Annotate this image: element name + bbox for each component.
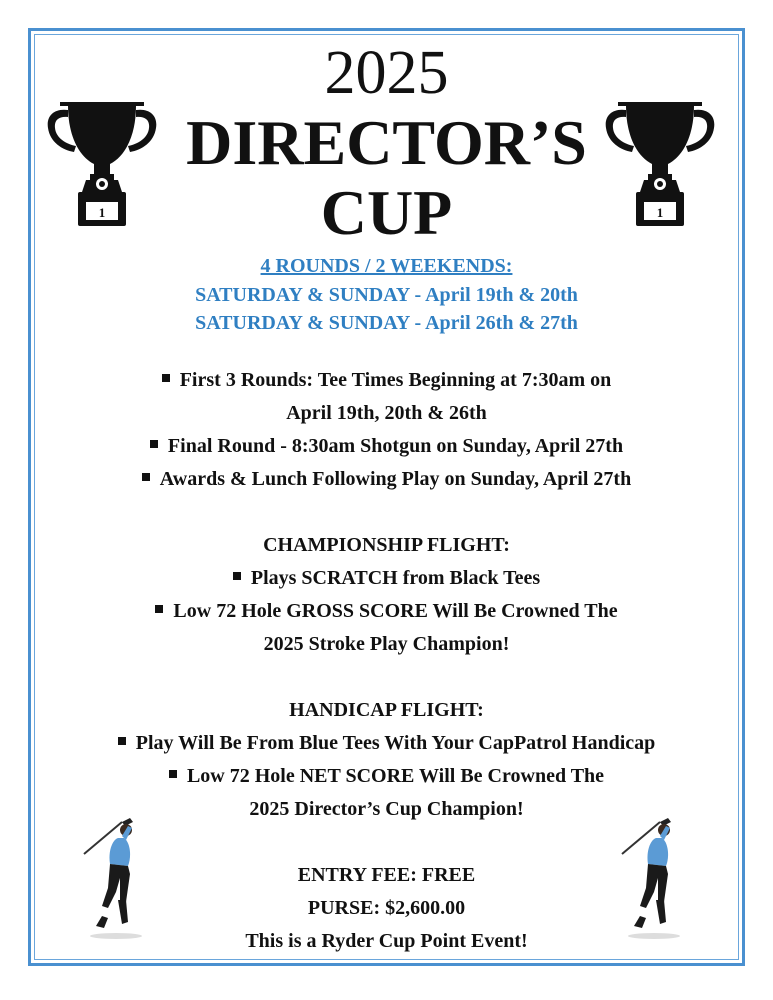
- golfer-icon-left: [78, 812, 158, 944]
- detail-item-1-cont: April 19th, 20th & 26th: [286, 402, 487, 424]
- ryder-cup-note: This is a Ryder Cup Point Event!: [245, 930, 528, 952]
- title-year: 2025: [324, 39, 449, 107]
- schedule-heading: 4 ROUNDS / 2 WEEKENDS:: [260, 255, 513, 277]
- trophy-icon-right: [604, 92, 716, 230]
- bullet-icon: [233, 572, 241, 580]
- bullet-icon: [142, 473, 150, 481]
- bullet-icon: [162, 374, 170, 382]
- entry-fee: ENTRY FEE: FREE: [297, 864, 476, 886]
- trophy-icon-left: [46, 92, 158, 230]
- detail-item-2: Final Round - 8:30am Shotgun on Sunday, April 27th: [0, 430, 773, 463]
- detail-item-3: Awards & Lunch Following Play on Sunday, April 27th: [0, 463, 773, 496]
- handicap-item-1: Play Will Be From Blue Tees With Your CapPatrol Handicap: [0, 727, 773, 760]
- bullet-icon: [169, 770, 177, 778]
- schedule-weekend-1: SATURDAY & SUNDAY - April 19th & 20th: [195, 284, 578, 306]
- purse: PURSE: $2,600.00: [307, 897, 466, 919]
- title-line1: DIRECTOR’S: [186, 107, 587, 178]
- handicap-item-2: Low 72 Hole NET SCORE Will Be Crowned The: [0, 760, 773, 793]
- bullet-icon: [150, 440, 158, 448]
- championship-item-2: Low 72 Hole GROSS SCORE Will Be Crowned The: [0, 595, 773, 628]
- handicap-heading: HANDICAP FLIGHT:: [289, 699, 484, 721]
- championship-item-1: Plays SCRATCH from Black Tees: [0, 562, 773, 595]
- detail-item-1: First 3 Rounds: Tee Times Beginning at 7:30am on: [0, 364, 773, 397]
- handicap-item-2-cont: 2025 Director’s Cup Champion!: [249, 798, 524, 820]
- championship-heading: CHAMPIONSHIP FLIGHT:: [263, 534, 510, 556]
- trophy-plaque-right: 1: [656, 205, 664, 220]
- bullet-icon: [155, 605, 163, 613]
- championship-item-2-cont: 2025 Stroke Play Champion!: [263, 633, 510, 655]
- title-line2: CUP: [320, 177, 453, 248]
- bullet-icon: [118, 737, 126, 745]
- schedule-weekend-2: SATURDAY & SUNDAY - April 26th & 27th: [195, 312, 578, 334]
- golfer-icon-right: [616, 812, 696, 944]
- trophy-plaque-left: 1: [98, 205, 106, 220]
